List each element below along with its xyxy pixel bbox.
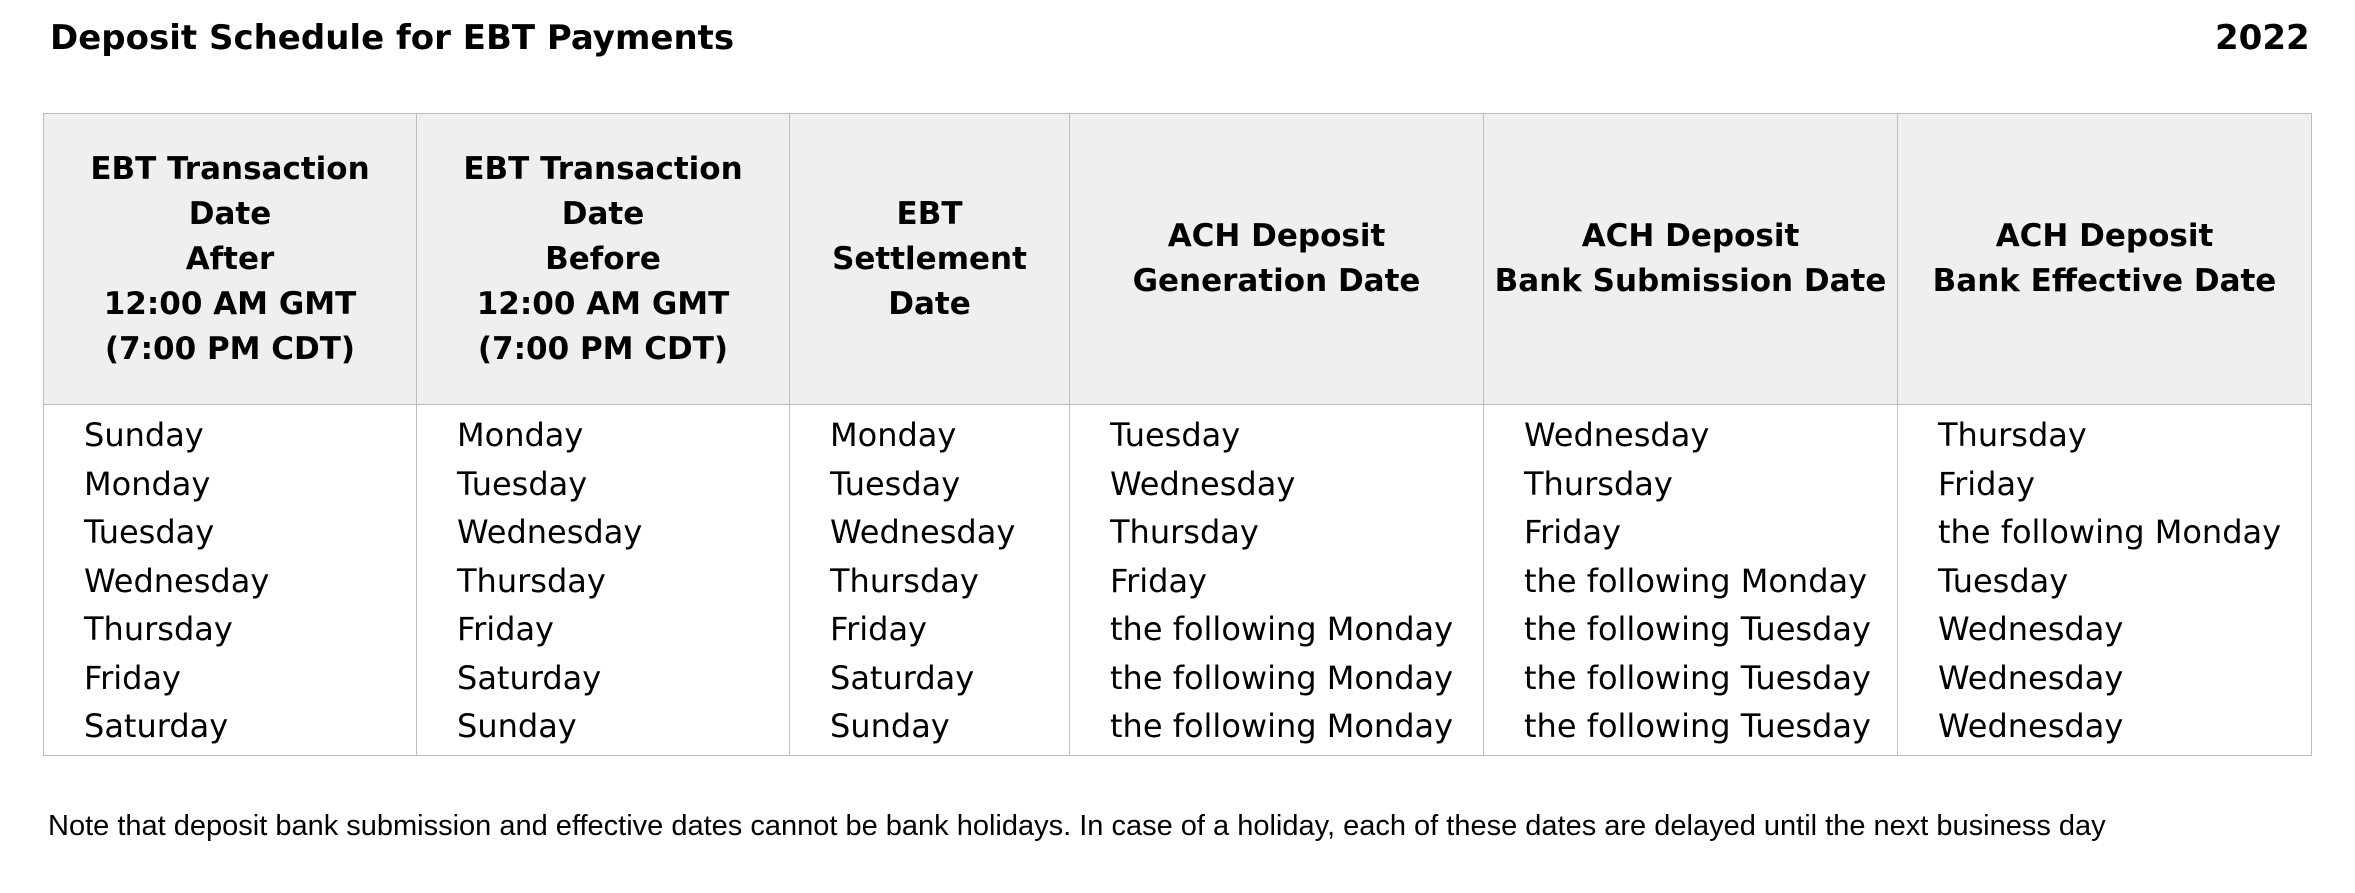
table-cell: Wednesday: [1898, 702, 2312, 755]
table-cell: Tuesday: [1070, 405, 1484, 460]
table-cell: Wednesday: [1898, 654, 2312, 703]
table-cell: Friday: [417, 605, 790, 654]
table-cell: Friday: [1484, 508, 1898, 557]
header-line: ACH Deposit: [1581, 218, 1800, 254]
header-settlement-date: [790, 114, 1070, 405]
table-row: [44, 460, 2312, 509]
header-transaction-date-after: [44, 114, 417, 405]
table-cell: Saturday: [417, 654, 790, 703]
header-line: 12:00 AM GMT: [476, 285, 730, 322]
table-cell: Thursday: [1070, 508, 1484, 557]
table-cell: the following Tuesday: [1484, 702, 1898, 755]
table-cell: Wednesday: [1484, 405, 1898, 460]
table-cell: Thursday: [417, 557, 790, 606]
table-cell: Wednesday: [44, 557, 417, 606]
table-cell: Wednesday: [1070, 460, 1484, 509]
table-row: [44, 557, 2312, 606]
header-generation-date: [1070, 114, 1484, 405]
table-cell: the following Monday: [1070, 605, 1484, 654]
table-cell: Sunday: [790, 702, 1070, 755]
table-cell: the following Monday: [1070, 654, 1484, 703]
header-line: EBT Transaction Date: [463, 150, 743, 232]
table-cell: Sunday: [417, 702, 790, 755]
table-cell: Saturday: [790, 654, 1070, 703]
header-line: Bank Submission Date: [1494, 263, 1887, 299]
table-cell: Sunday: [44, 405, 417, 460]
table-cell: Monday: [44, 460, 417, 509]
table-header: [44, 114, 2312, 405]
table-cell: Thursday: [44, 605, 417, 654]
page-title: Deposit Schedule for EBT Payments: [50, 18, 735, 58]
header-line: (7:00 PM CDT): [477, 330, 729, 367]
table-cell: Tuesday: [790, 460, 1070, 509]
header-line: Before: [545, 240, 661, 277]
header-bank-effective-date: [1898, 114, 2312, 405]
deposit-schedule-table: [43, 113, 2312, 756]
header-line: EBT Settlement: [832, 195, 1027, 277]
header-line: After: [185, 240, 275, 277]
header-line: EBT Transaction Date: [90, 150, 370, 232]
table-row: [44, 405, 2312, 460]
table-cell: Wednesday: [790, 508, 1070, 557]
header-line: ACH Deposit: [1167, 218, 1386, 254]
header-line: ACH Deposit: [1995, 218, 2214, 254]
header-line: Date: [888, 285, 971, 322]
table-cell: the following Monday: [1070, 702, 1484, 755]
header-line: Bank Effective Date: [1932, 263, 2277, 299]
table-cell: Tuesday: [1898, 557, 2312, 606]
table-cell: Saturday: [44, 702, 417, 755]
holiday-note: Note that deposit bank submission and effective dates cannot be bank holidays. In case of a holiday, each of these dates are delayed until the next business day: [48, 810, 2106, 842]
table-cell: Wednesday: [417, 508, 790, 557]
header-bank-submission-date: [1484, 114, 1898, 405]
header-line: 12:00 AM GMT: [103, 285, 357, 322]
header-transaction-date-before: [417, 114, 790, 405]
table-cell: Monday: [790, 405, 1070, 460]
header-line: (7:00 PM CDT): [104, 330, 356, 367]
table-cell: Wednesday: [1898, 605, 2312, 654]
table-cell: the following Monday: [1898, 508, 2312, 557]
table-cell: the following Monday: [1484, 557, 1898, 606]
table-cell: Monday: [417, 405, 790, 460]
table-row: [44, 702, 2312, 755]
table-cell: the following Tuesday: [1484, 605, 1898, 654]
header-row: [44, 114, 2312, 405]
table-cell: Tuesday: [44, 508, 417, 557]
table-row: [44, 605, 2312, 654]
table-cell: Thursday: [1484, 460, 1898, 509]
table-body: [44, 405, 2312, 756]
table-cell: Friday: [790, 605, 1070, 654]
table-cell: the following Tuesday: [1484, 654, 1898, 703]
year-label: 2022: [2215, 18, 2310, 58]
table-cell: Thursday: [790, 557, 1070, 606]
table-cell: Friday: [1898, 460, 2312, 509]
table-cell: Tuesday: [417, 460, 790, 509]
table-row: [44, 654, 2312, 703]
table-cell: Friday: [1070, 557, 1484, 606]
table-cell: Friday: [44, 654, 417, 703]
header-line: Generation Date: [1132, 263, 1421, 299]
table-cell: Thursday: [1898, 405, 2312, 460]
table-row: [44, 508, 2312, 557]
